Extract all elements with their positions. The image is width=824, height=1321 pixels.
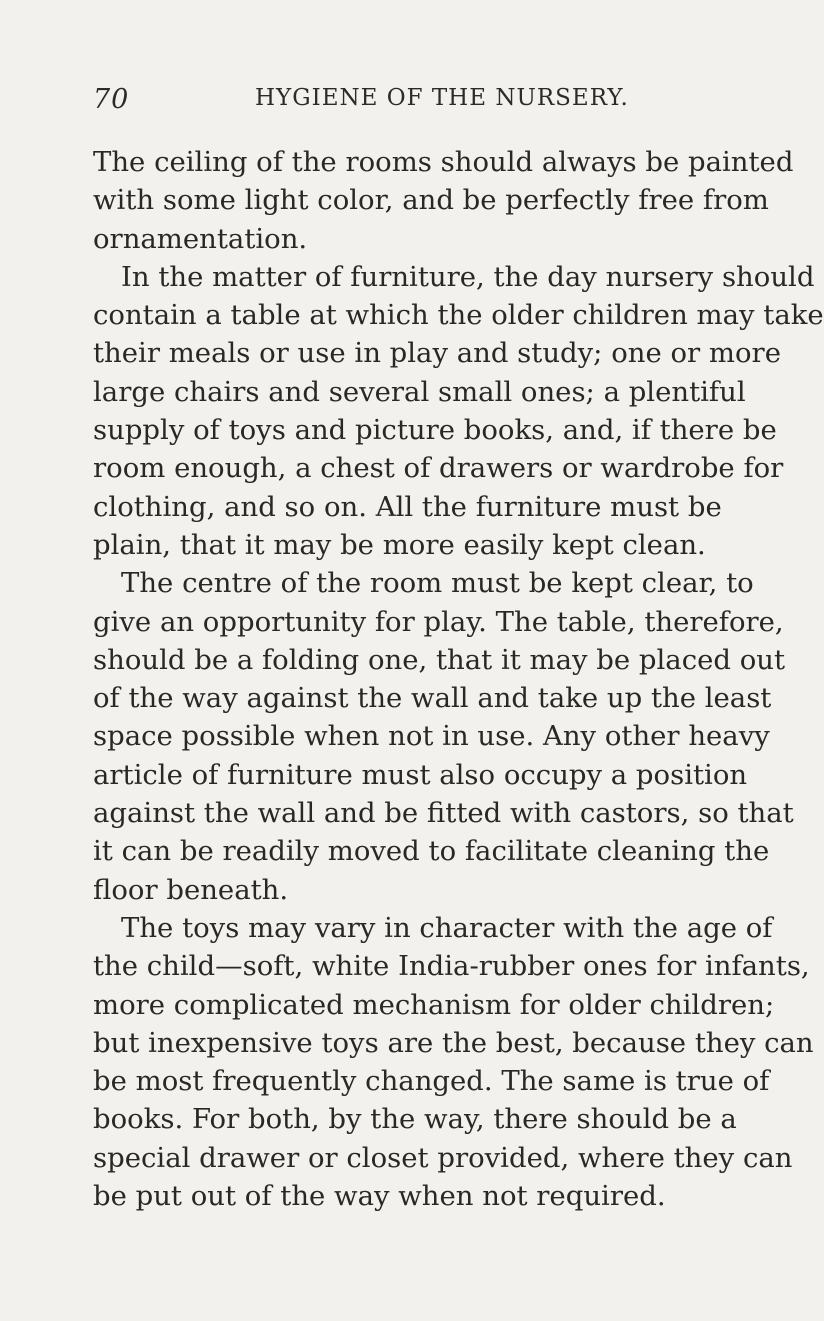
text-line: article of furniture must also occupy a position — [93, 758, 748, 791]
text-line: of the way against the wall and take up the least — [93, 682, 772, 715]
text-line: with some light color, and be perfectly free from — [93, 184, 769, 217]
paragraph-first-line: In the matter of furniture, the day nursery should — [121, 260, 815, 293]
running-head-title: HYGIENE OF THE NURSERY. — [255, 85, 629, 111]
text-line: contain a table at which the older children may take — [93, 299, 824, 332]
text-line: give an opportunity for play. The table, therefore, — [93, 605, 784, 638]
paragraph-first-line: The centre of the room must be kept clear, to — [121, 567, 754, 600]
paragraph-first-line: The toys may vary in character with the age of — [121, 911, 773, 944]
text-line: plain, that it may be more easily kept clean. — [93, 528, 706, 561]
text-line: books. For both, by the way, there should be a — [93, 1103, 737, 1136]
text-line: room enough, a chest of drawers or wardrobe for — [93, 452, 784, 485]
text-line: more complicated mechanism for older children; — [93, 988, 775, 1021]
text-line: the child—soft, white India-rubber ones for infants, — [93, 950, 810, 983]
page-number: 70 — [93, 84, 130, 115]
running-head — [93, 84, 713, 120]
text-line: it can be readily moved to facilitate cleaning the — [93, 835, 770, 868]
text-line: ornamentation. — [93, 222, 308, 255]
text-line: space possible when not in use. Any other heavy — [93, 720, 770, 753]
text-line: be put out of the way when not required. — [93, 1180, 666, 1213]
text-line: floor beneath. — [93, 873, 289, 906]
body-text — [93, 143, 824, 1215]
text-line: clothing, and so on. All the furniture must be — [93, 490, 722, 523]
text-line: against the wall and be fitted with castors, so that — [93, 797, 794, 830]
text-line: should be a folding one, that it may be placed out — [93, 643, 786, 676]
text-line: but inexpensive toys are the best, because they can — [93, 1026, 814, 1059]
text-line: their meals or use in play and study; one or more — [93, 337, 781, 370]
text-line: large chairs and several small ones; a plentiful — [93, 375, 746, 408]
text-line: special drawer or closet provided, where they can — [93, 1141, 793, 1174]
text-line: be most frequently changed. The same is true of — [93, 1065, 770, 1098]
text-line: supply of toys and picture books, and, if there be — [93, 414, 777, 447]
text-line: The ceiling of the rooms should always be painted — [93, 146, 794, 178]
